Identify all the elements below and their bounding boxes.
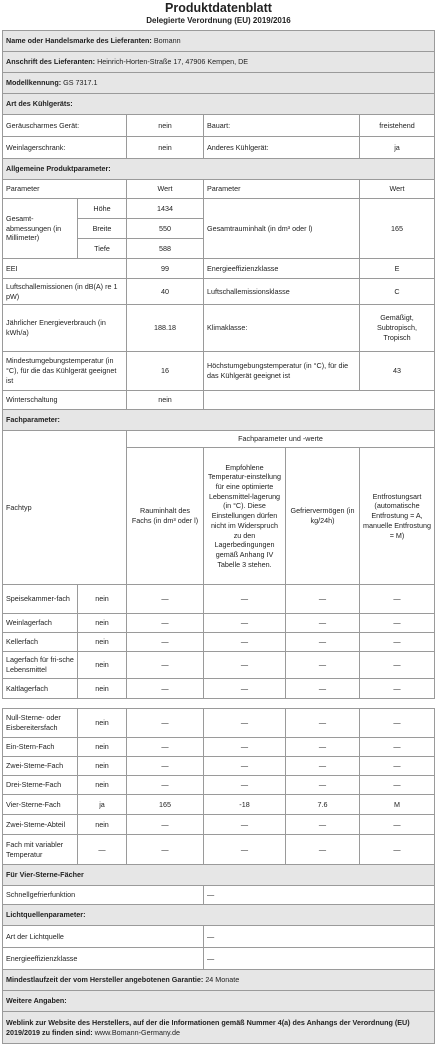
compartment-freeze: — <box>286 738 360 757</box>
general-heading: Allgemeine Produktparameter: <box>3 159 435 180</box>
compartment-name: Vier-Sterne-Fach <box>3 795 78 815</box>
supplier-value: Bomann <box>153 36 181 46</box>
four-star-heading-row <box>3 865 435 886</box>
param-row <box>3 305 435 352</box>
compartment-volume: — <box>127 776 204 795</box>
compartment-name: Weinlagerfach <box>3 614 78 633</box>
dim-name: Breite <box>78 219 127 239</box>
col-param-2: Parameter <box>204 180 360 199</box>
fachtyp-label: Fachtyp <box>3 431 127 585</box>
compartment-row <box>3 815 435 835</box>
compartment-temp: — <box>204 757 286 776</box>
compartment-volume: — <box>127 614 204 633</box>
type-label-2: Anderes Kühlgerät: <box>204 137 360 159</box>
compartment-volume: — <box>127 757 204 776</box>
param-value: Gemäßigt, Subtropisch, Tropisch <box>360 305 435 352</box>
winter-row <box>3 391 435 410</box>
type-value-1: nein <box>127 137 204 159</box>
compartment-name: Zwei-Sterne-Abteil <box>3 815 78 835</box>
compartment-present: — <box>78 835 127 865</box>
light-heading-row <box>3 905 435 926</box>
col-freeze-header: Gefriervermögen (in kg/24h) <box>286 448 360 585</box>
param-row <box>3 259 435 279</box>
compartment-defrost: — <box>360 738 435 757</box>
volume-label: Gesamtrauminhalt (in dm³ oder l) <box>204 199 360 259</box>
param-label: EEI <box>3 259 127 279</box>
compartment-row <box>3 738 435 757</box>
further-heading: Weitere Angaben: <box>3 991 435 1012</box>
param-row <box>3 279 435 305</box>
param-row <box>3 352 435 391</box>
winter-label: Winterschaltung <box>3 391 127 410</box>
light-class-row <box>3 948 435 970</box>
compartment-freeze: — <box>286 679 360 699</box>
compartment-temp: — <box>204 709 286 738</box>
type-row <box>3 137 435 159</box>
warranty-value: 24 Monate <box>205 975 240 985</box>
type-label-1: Geräuscharmes Gerät: <box>3 115 127 137</box>
compartment-name: Kaltlagerfach <box>3 679 78 699</box>
model-value: GS 7317.1 <box>63 78 98 88</box>
compartment-temp: — <box>204 633 286 652</box>
four-star-heading: Für Vier-Sterne-Fächer <box>3 865 435 886</box>
dim-value: 1434 <box>127 199 204 219</box>
compartment-temp: — <box>204 614 286 633</box>
type-value-2: freistehend <box>360 115 435 137</box>
compartment-freeze: — <box>286 835 360 865</box>
compartment-present: nein <box>78 652 127 679</box>
param-label: Luftschallemissionen (in dB(A) re 1 pW) <box>3 279 127 305</box>
compartment-present: nein <box>78 815 127 835</box>
type-value-2: ja <box>360 137 435 159</box>
compartment-temp: — <box>204 776 286 795</box>
light-class-value: — <box>204 948 435 970</box>
param-label: Luftschallemissionsklasse <box>204 279 360 305</box>
compartment-row <box>3 614 435 633</box>
compartment-temp: — <box>204 738 286 757</box>
compartment-volume: — <box>127 679 204 699</box>
dim-name: Tiefe <box>78 239 127 259</box>
compartment-temp: — <box>204 679 286 699</box>
compartment-temp: -18 <box>204 795 286 815</box>
compartment-volume: — <box>127 815 204 835</box>
compartment-present: nein <box>78 738 127 757</box>
compartment-present: ja <box>78 795 127 815</box>
compartment-volume: — <box>127 738 204 757</box>
type-heading-row <box>3 94 435 115</box>
compartment-row <box>3 835 435 865</box>
param-value: 16 <box>127 352 204 391</box>
section-gap <box>3 699 435 709</box>
compartment-defrost: — <box>360 815 435 835</box>
col-param-1: Parameter <box>3 180 127 199</box>
light-type-row <box>3 926 435 948</box>
compartment-freeze: — <box>286 815 360 835</box>
compartment-defrost: — <box>360 776 435 795</box>
dim-value: 588 <box>127 239 204 259</box>
compartment-row <box>3 795 435 815</box>
compartment-present: nein <box>78 633 127 652</box>
compartment-temp: — <box>204 652 286 679</box>
manufacturer-website-link[interactable]: www.Bomann-Germany.de <box>94 1027 181 1037</box>
compartment-volume: — <box>127 835 204 865</box>
param-value: 188.18 <box>127 305 204 352</box>
fast-freeze-row <box>3 886 435 905</box>
compartment-row <box>3 585 435 614</box>
compartment-defrost: M <box>360 795 435 815</box>
fast-freeze-label: Schnellgefrierfunktion <box>3 886 204 905</box>
param-value: 43 <box>360 352 435 391</box>
compartment-present: nein <box>78 757 127 776</box>
compartment-defrost: — <box>360 835 435 865</box>
param-label: Höchstumgebungstemperatur (in °C), für die das Kühlgerät geeignet ist <box>204 352 360 391</box>
compartment-temp: — <box>204 835 286 865</box>
fast-freeze-value: — <box>204 886 435 905</box>
compartment-row <box>3 757 435 776</box>
compartment-temp: — <box>204 585 286 614</box>
datasheet-table <box>2 30 435 1044</box>
address-row <box>3 52 435 73</box>
compartment-volume: 165 <box>127 795 204 815</box>
compartment-present: nein <box>78 709 127 738</box>
light-type-label: Art der Lichtquelle <box>3 926 204 948</box>
compartment-volume: — <box>127 585 204 614</box>
compartment-name: Speisekammer-fach <box>3 585 78 614</box>
param-label: Klimaklasse: <box>204 305 360 352</box>
address-label: Anschrift des Lieferanten: <box>6 57 96 67</box>
compartments-group-row <box>3 431 435 448</box>
param-value: C <box>360 279 435 305</box>
dimension-row <box>3 199 435 219</box>
light-heading: Lichtquellenparameter: <box>3 905 435 926</box>
compartment-freeze: — <box>286 585 360 614</box>
compartment-volume: — <box>127 652 204 679</box>
light-type-value: — <box>204 926 435 948</box>
model-label: Modellkennung: <box>6 78 62 88</box>
supplier-label: Name oder Handelsmarke des Lieferanten: <box>6 36 152 46</box>
col-temp-header: Empfohlene Temperatur-einstellung für eine optimierte Lebensmittel-lagerung (in °C). Diese Einstellungen dürfen nicht im Widerspruch zu den Lagerbedingungen gemäß Anhang IV Tabelle 3 stehen. <box>204 448 286 585</box>
type-heading: Art des Kühlgeräts: <box>3 94 435 115</box>
compartment-defrost: — <box>360 585 435 614</box>
compartments-heading-row <box>3 410 435 431</box>
type-value-1: nein <box>127 115 204 137</box>
col-defrost-header: Entfrostungsart (automatische Entfrostung = A, manuelle Entfrostung = M) <box>360 448 435 585</box>
compartment-present: nein <box>78 679 127 699</box>
weblink-row <box>3 1012 435 1044</box>
compartment-freeze: — <box>286 757 360 776</box>
compartment-name: Kellerfach <box>3 633 78 652</box>
light-class-label: Energieeffizienzklasse <box>3 948 204 970</box>
compartment-name: Lagerfach für fri-sche Lebensmittel <box>3 652 78 679</box>
compartment-defrost: — <box>360 709 435 738</box>
compartment-present: nein <box>78 776 127 795</box>
model-row <box>3 73 435 94</box>
weblink-text: Weblink zur Website des Herstellers, auf der die Informationen gemäß Nummer 4(a) des Anhangs der Verordnung (EU) 2019/2019 zu finden sind: <box>6 1018 410 1037</box>
compartment-freeze: — <box>286 614 360 633</box>
compartment-temp: — <box>204 815 286 835</box>
compartment-freeze: — <box>286 709 360 738</box>
param-label: Mindestumgebungstemperatur (in °C), für die das Kühlgerät geeignet ist <box>3 352 127 391</box>
warranty-row <box>3 970 435 991</box>
compartment-defrost: — <box>360 652 435 679</box>
compartment-name: Drei-Sterne-Fach <box>3 776 78 795</box>
col-value-1: Wert <box>127 180 204 199</box>
dim-name: Höhe <box>78 199 127 219</box>
param-label: Energieeffizienzklasse <box>204 259 360 279</box>
compartment-defrost: — <box>360 679 435 699</box>
warranty-label: Mindestlaufzeit der vom Hersteller angebotenen Garantie: <box>6 975 204 985</box>
col-value-2: Wert <box>360 180 435 199</box>
compartments-group-header: Fachparameter und -werte <box>127 431 435 448</box>
type-label-1: Weinlagerschrank: <box>3 137 127 159</box>
supplier-row <box>3 31 435 52</box>
dim-value: 550 <box>127 219 204 239</box>
compartment-freeze: 7.6 <box>286 795 360 815</box>
compartment-freeze: — <box>286 652 360 679</box>
compartment-freeze: — <box>286 776 360 795</box>
param-label: Jährlicher Energieverbrauch (in kWh/a) <box>3 305 127 352</box>
param-value: E <box>360 259 435 279</box>
compartment-present: nein <box>78 614 127 633</box>
compartment-row <box>3 709 435 738</box>
compartment-volume: — <box>127 709 204 738</box>
volume-value: 165 <box>360 199 435 259</box>
compartment-defrost: — <box>360 757 435 776</box>
compartment-row <box>3 633 435 652</box>
compartment-present: nein <box>78 585 127 614</box>
general-header-row <box>3 180 435 199</box>
compartment-volume: — <box>127 633 204 652</box>
type-row <box>3 115 435 137</box>
param-value: 40 <box>127 279 204 305</box>
compartment-name: Zwei-Sterne-Fach <box>3 757 78 776</box>
compartment-name: Ein-Stern-Fach <box>3 738 78 757</box>
param-value: 99 <box>127 259 204 279</box>
compartment-row <box>3 652 435 679</box>
dimensions-label: Gesamt-abmessungen (in Millimeter) <box>3 199 78 259</box>
compartment-defrost: — <box>360 614 435 633</box>
compartment-name: Null-Sterne- oder Eisbereitersfach <box>3 709 78 738</box>
compartments-heading: Fachparameter: <box>3 410 435 431</box>
address-value: Heinrich-Horten-Straße 17, 47906 Kempen, DE <box>97 57 249 67</box>
compartment-freeze: — <box>286 633 360 652</box>
type-label-2: Bauart: <box>204 115 360 137</box>
further-heading-row <box>3 991 435 1012</box>
sheet-title: Produktdatenblatt <box>165 1 272 15</box>
compartment-name: Fach mit variabler Temperatur <box>3 835 78 865</box>
compartment-row <box>3 679 435 699</box>
col-volume-header: Rauminhalt des Fachs (in dm³ oder l) <box>127 448 204 585</box>
sheet-subtitle: Delegierte Verordnung (EU) 2019/2016 <box>146 16 291 25</box>
compartment-row <box>3 776 435 795</box>
general-heading-row <box>3 159 435 180</box>
winter-value: nein <box>127 391 204 410</box>
compartment-defrost: — <box>360 633 435 652</box>
